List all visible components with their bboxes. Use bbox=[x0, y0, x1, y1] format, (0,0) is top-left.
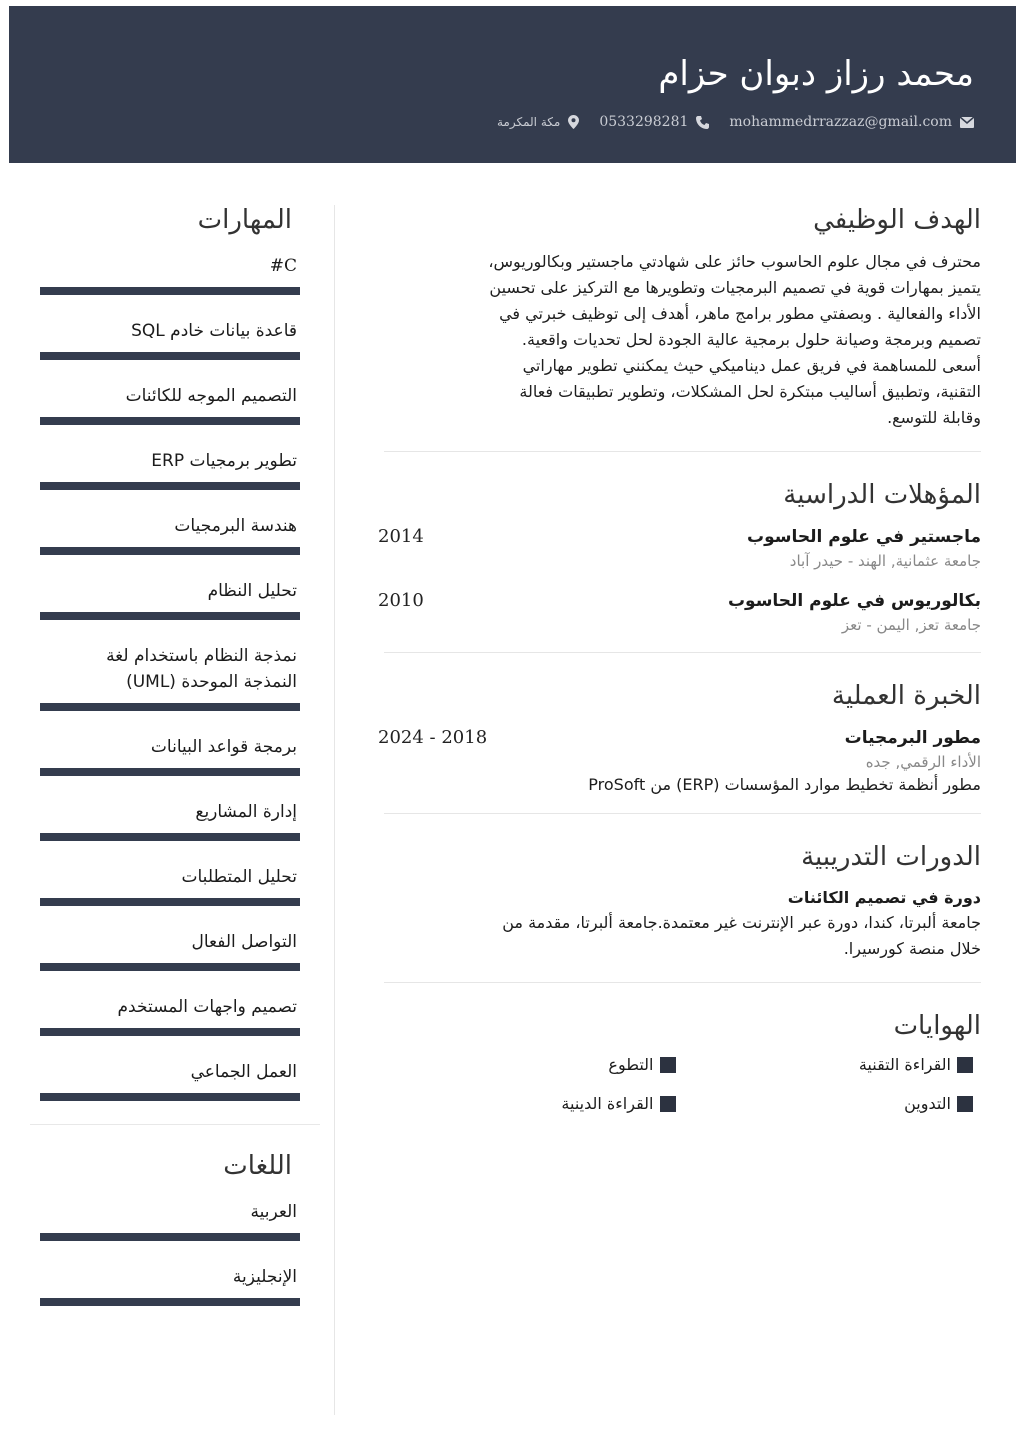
skill-name: تحليل المتطلبات bbox=[181, 867, 297, 887]
contact-email[interactable] bbox=[729, 114, 974, 130]
job-role: مطور البرمجيات bbox=[844, 728, 981, 748]
hobbies-grid bbox=[378, 1055, 981, 1113]
course-item bbox=[378, 886, 981, 962]
skill-item bbox=[30, 578, 300, 620]
job-company: الأداء الرقمي, جده bbox=[865, 753, 981, 771]
skill-name: تطوير برمجيات ERP bbox=[151, 451, 297, 471]
objective-line: الأداء والفعالية . وبصفتي مطور برامج ماهر، أهدف إلى توظيف خبرتي في bbox=[499, 304, 981, 323]
contact-phone[interactable] bbox=[599, 114, 709, 130]
skill-bar bbox=[40, 612, 300, 620]
section-separator bbox=[384, 982, 981, 983]
skill-name: تحليل النظام bbox=[207, 581, 297, 601]
language-item bbox=[30, 1264, 300, 1306]
skill-item bbox=[30, 318, 300, 360]
objective-line: أسعى للمساهمة في فريق عمل ديناميكي حيث يمكنني تطوير مهاراتي bbox=[522, 356, 981, 375]
skill-name: هندسة البرمجيات bbox=[174, 516, 297, 536]
skill-item bbox=[30, 734, 300, 776]
skill-name-line-2: النمذجة الموحدة (UML) bbox=[126, 672, 297, 692]
job-period: 2024 - 2018 bbox=[378, 727, 488, 748]
location-text: مكة المكرمة bbox=[496, 115, 561, 129]
courses-title: الدورات التدريبية bbox=[801, 842, 981, 872]
objective-line: محترف في مجال علوم الحاسوب حائز على شهادتي ماجستير وبكالوريوس، bbox=[488, 252, 981, 271]
hobby-item bbox=[676, 1094, 974, 1113]
objective-line: وقابلة للتوسع. bbox=[887, 408, 981, 427]
language-name: العربية bbox=[250, 1202, 297, 1222]
square-bullet-icon bbox=[660, 1096, 676, 1112]
section-separator bbox=[384, 652, 981, 653]
skill-item bbox=[30, 513, 300, 555]
main-content bbox=[378, 205, 981, 1113]
course-description-line: جامعة ألبرتا، كندا، دورة عبر الإنترنت غير معتمدة.جامعة ألبرتا، مقدمة من bbox=[502, 913, 981, 932]
skill-bar bbox=[40, 703, 300, 711]
map-pin-icon bbox=[568, 115, 579, 129]
language-bar bbox=[40, 1298, 300, 1306]
skill-name: التصميم الموجه للكائنات bbox=[125, 386, 297, 406]
skill-name: العمل الجماعي bbox=[190, 1062, 297, 1082]
section-separator bbox=[384, 451, 981, 452]
skill-name: تصميم واجهات المستخدم bbox=[117, 997, 297, 1017]
skill-item bbox=[30, 799, 300, 841]
hobby-name: القراءة الدينية bbox=[561, 1094, 654, 1113]
objective-text bbox=[378, 249, 981, 431]
education-year: 2014 bbox=[378, 526, 424, 547]
skill-item bbox=[30, 253, 300, 295]
skills-title: المهارات bbox=[197, 205, 292, 235]
skill-item bbox=[30, 643, 300, 711]
skill-name: C# bbox=[269, 256, 297, 276]
envelope-icon bbox=[960, 117, 974, 128]
square-bullet-icon bbox=[660, 1057, 676, 1073]
skill-bar bbox=[40, 1028, 300, 1036]
skill-bar bbox=[40, 352, 300, 360]
hobby-item bbox=[676, 1055, 974, 1074]
skill-bar bbox=[40, 963, 300, 971]
degree-name: بكالوريوس في علوم الحاسوب bbox=[727, 591, 981, 611]
skill-bar bbox=[40, 1093, 300, 1101]
institution-name: جامعة عثمانية, الهند - حيدر آباد bbox=[789, 552, 981, 570]
education-item bbox=[378, 524, 981, 572]
skill-bar bbox=[40, 898, 300, 906]
skill-name: التواصل الفعال bbox=[191, 932, 297, 952]
education-item bbox=[378, 588, 981, 636]
sidebar bbox=[30, 205, 300, 1329]
candidate-name: محمد رزاز دبوان حزام bbox=[658, 54, 974, 94]
skill-name: إدارة المشاريع bbox=[195, 802, 297, 822]
course-description-line: خلال منصة كورسيرا. bbox=[843, 939, 981, 958]
job-description: مطور أنظمة تخطيط موارد المؤسسات (ERP) من ProSoft bbox=[588, 775, 981, 794]
skill-bar bbox=[40, 417, 300, 425]
skill-item bbox=[30, 383, 300, 425]
objective-line: تصميم وبرمجة وصيانة حلول برمجية عالية الجودة لحل تحديات واقعية. bbox=[521, 330, 981, 349]
hobby-name: القراءة التقنية bbox=[858, 1055, 951, 1074]
degree-name: ماجستير في علوم الحاسوب bbox=[747, 527, 981, 547]
skill-item bbox=[30, 864, 300, 906]
skill-bar bbox=[40, 768, 300, 776]
hobby-name: التطوع bbox=[608, 1055, 654, 1074]
objective-title: الهدف الوظيفي bbox=[813, 205, 981, 235]
skill-item bbox=[30, 448, 300, 490]
phone-icon bbox=[696, 116, 709, 129]
skill-bar bbox=[40, 482, 300, 490]
skill-name: قاعدة بيانات خادم SQL bbox=[131, 321, 297, 341]
hobby-item bbox=[378, 1094, 676, 1113]
objective-line: يتميز بمهارات قوية في تصميم البرمجيات وتطويرها مع التركيز على تحسين bbox=[489, 278, 981, 297]
hobby-name: التدوين bbox=[904, 1094, 951, 1113]
skill-bar bbox=[40, 547, 300, 555]
language-name: الإنجليزية bbox=[232, 1267, 297, 1287]
section-separator bbox=[384, 813, 981, 814]
skill-bar bbox=[40, 287, 300, 295]
experience-title: الخبرة العملية bbox=[831, 681, 981, 711]
square-bullet-icon bbox=[957, 1096, 973, 1112]
contact-location bbox=[497, 115, 579, 129]
skill-item bbox=[30, 929, 300, 971]
contact-row bbox=[497, 114, 974, 130]
hobby-item bbox=[378, 1055, 676, 1074]
education-title: المؤهلات الدراسية bbox=[783, 480, 981, 510]
skill-name-line-1: نمذجة النظام باستخدام لغة bbox=[106, 646, 297, 666]
education-year: 2010 bbox=[378, 590, 424, 611]
experience-item bbox=[378, 725, 981, 797]
languages-title: اللغات bbox=[223, 1151, 292, 1181]
skill-item bbox=[30, 1059, 300, 1101]
hobbies-title: الهوايات bbox=[893, 1011, 981, 1041]
objective-line: التقنية، وتطبيق أساليب مبتكرة لحل المشكلات، وتطوير تطبيقات فعالة bbox=[519, 382, 981, 401]
column-divider bbox=[334, 205, 335, 1415]
language-item bbox=[30, 1199, 300, 1241]
course-title: دورة في تصميم الكائنات bbox=[787, 888, 981, 907]
resume-header bbox=[9, 6, 1016, 163]
phone-text: 0533298281 bbox=[599, 114, 689, 130]
language-bar bbox=[40, 1233, 300, 1241]
sidebar-separator bbox=[30, 1124, 320, 1125]
skill-item bbox=[30, 994, 300, 1036]
skill-bar bbox=[40, 833, 300, 841]
skill-name: برمجة قواعد البيانات bbox=[150, 737, 297, 757]
institution-name: جامعة تعز, اليمن - تعز bbox=[841, 616, 981, 634]
square-bullet-icon bbox=[957, 1057, 973, 1073]
email-text: mohammedrrazzaz@gmail.com bbox=[729, 114, 952, 130]
